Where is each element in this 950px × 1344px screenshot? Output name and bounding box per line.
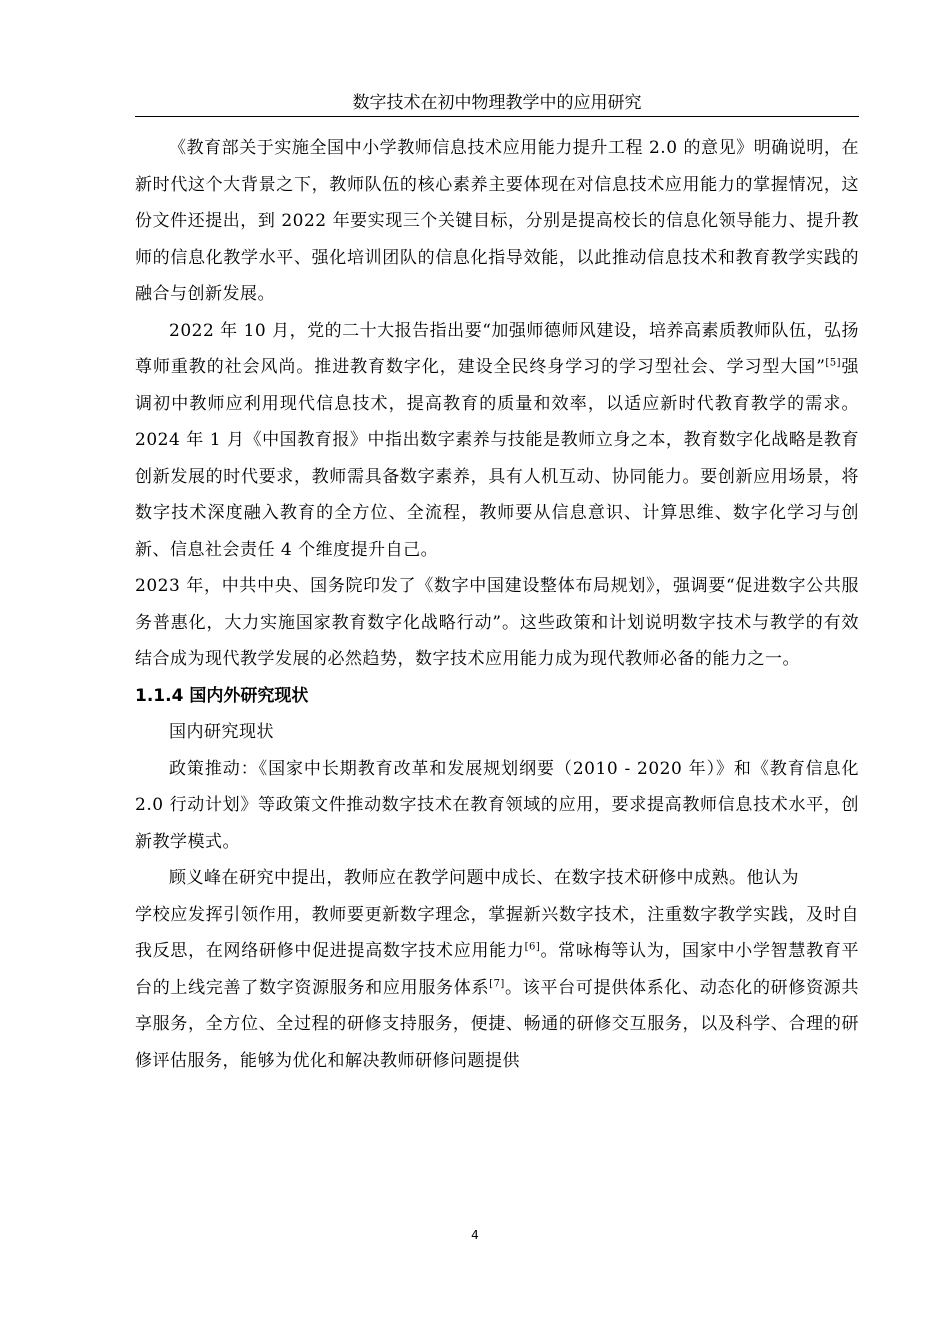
citation-ref: [7] [489,977,505,989]
section-heading: 1.1.4 国内外研究现状 [135,685,309,706]
page-number: 4 [471,1228,479,1242]
paragraph-text: 学校应发挥引领作用，教师要更新数字理念，掌握新兴数字技术，注重数字教学实践，及时自我反思，在网络研修中促进提高数字技术应用能力 [135,904,859,961]
paragraph-text: 2022 年 10 月，党的二十大报告指出要“加强师德师风建设，培养高素质教师队伍，弘扬尊师重教的社会风尚。推进教育数字化，建设全民终身学习的学习型社会、学习型大国” [135,320,859,377]
paragraph-text: 。该平台可提供体系化、动态化的研修资源共享服务，全方位、全过程的研修支持服务，便捷、畅通的研修交互服务，以及科学、合理的研修评估服务，能够为优化和解决教师研修问题提供 [135,977,860,1071]
paragraph-policy-push: 政策推动：《国家中长期教育改革和发展规划纲要（2010 - 2020 年）》和《教育信息化 2.0 行动计划》等政策文件推动数字技术在教育领域的应用，要求提高教师信息技术水平，创新教学模式。 [135,758,859,852]
body-text [135,130,859,1079]
paragraph-gu-yifeng: 顾义峰在研究中提出，教师应在教学问题中成长、在数字技术研修中成熟。他认为 [169,868,799,888]
citation-ref: [5] [825,357,842,369]
paragraph-policy-2-0: 《教育部关于实施全国中小学教师信息技术应用能力提升工程 2.0 的意见》明确说明，在新时代这个大背景之下，教师队伍的核心素养主要体现在对信息技术应用能力的掌握情况，这份文件还提出，到 2022 年要实现三个关键目标，分别是提高校长的信息化领导能力、提升教师的信息化教学水平、强化培训团队的信息化指导效能，以此推动信息技术和教育教学实践的融合与创新发展。 [135,138,859,304]
paragraph-text: 。常咏梅等认为，国家中小学智慧教育平台的上线完善了数字资源服务和应用服务体系 [135,941,860,998]
paragraph-text: 强调初中教师应利用现代信息技术，提高教育的质量和效率，以适应新时代教育教学的需求。2024 年 1 月《中国教育报》中指出数字素养与技能是教师立身之本，教育数字化战略是教育创新发展的时代要求，教师需具备数字素养，具有人机互动、协同能力。要创新应用场景，将数字技术深度融入教育的全方位、全流程，教师要从信息意识、计算思维、数字化学习与创新、信息社会责任 4 个维度提升自己。 [135,357,859,560]
paragraph-school-lead [135,897,859,1080]
paragraph-digital-china: 2023 年，中共中央、国务院印发了《数字中国建设整体布局规划》，强调要“促进数字公共服务普惠化，大力实施国家教育数字化战略行动”。这些政策和计划说明数字技术与教学的有效结合成为现代教学发展的必然趋势，数字技术应用能力成为现代教师必备的能力之一。 [135,576,859,669]
running-header: 数字技术在初中物理教学中的应用研究 [135,90,859,117]
citation-ref: [6] [524,941,541,953]
subheading-domestic: 国内研究现状 [169,722,274,742]
paragraph-20th-congress [135,313,859,569]
